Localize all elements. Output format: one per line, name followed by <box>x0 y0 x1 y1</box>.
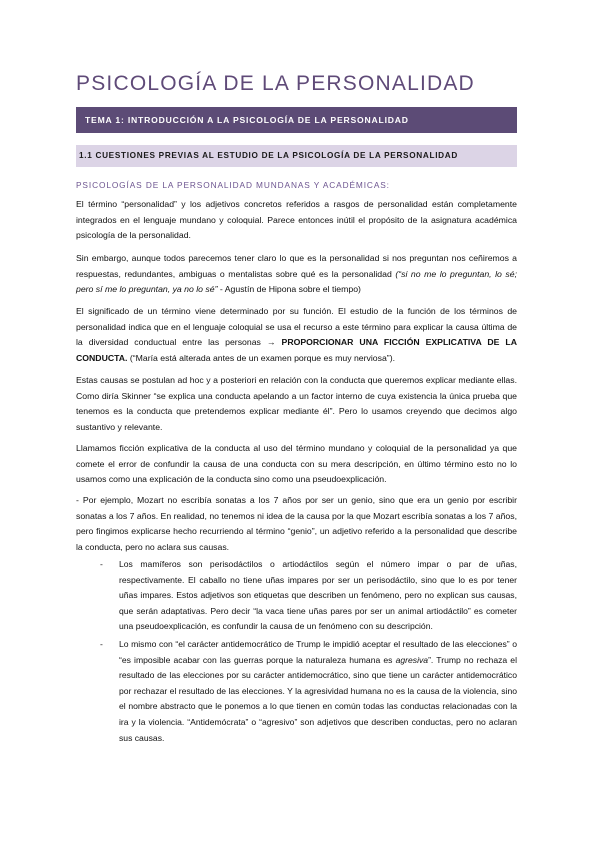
paragraph-explanatory-fiction: Llamamos ficción explicativa de la conducta al uso del término mundano y coloquial de la personalidad ya que comete el error de confundir la causa de una conducta con su mera descripción, en último término esto no lo usamos como una explicación de la conducta sino como una pseudoexplicación. <box>76 443 517 485</box>
section-banner: 1.1 CUESTIONES PREVIAS AL ESTUDIO DE LA PSICOLOGÍA DE LA PERSONALIDAD <box>76 145 517 167</box>
paragraph-intro: El término “personalidad” y los adjetivos concretos referidos a rasgos de personalidad están completamente integrados en el lenguaje mundano y coloquial. Parece entonces inútil el propósito de la asignatura académica psicología de la personalidad. <box>76 199 517 241</box>
list-item-text-b: ”. Trump no rechaza el resultado de las elecciones por su carácter antidemocrático, sino que tiene un carácter antidemocrático por rechazar el resultado de las elecciones. Y la agresividad humana no es la causa de la violencia, sino el nombre abstracto que le ponemos a lo que tienen en común todas las conductas relacionadas con la ira y la violencia. “Antidemócrata” o “agresivo” son adjetivos que describen conductas, pero no aclaran sus causas. <box>119 654 517 743</box>
paragraph-function <box>76 304 517 366</box>
arrow-icon: → <box>266 337 276 348</box>
explanatory-fiction-statement: PROPORCIONAR UNA FICCIÓN EXPLICATIVA DE LA CONDUCTA. <box>76 337 518 363</box>
agustin-quote: (“si no me lo preguntan, lo sé; pero sí me lo preguntan, ya no lo sé” <box>76 268 517 295</box>
list-item <box>76 637 517 746</box>
list-item-text-a: Lo mismo con “el carácter antidemocrático de Trump le impidió aceptar el resultado de las elecciones” o “es imposible acabar con las guerras porque la naturaleza humana es <box>119 638 517 665</box>
bullet-dash: - <box>100 638 103 649</box>
list-item <box>76 557 517 635</box>
paragraph-definition-text: Sin embargo, aunque todos parecemos tener claro lo que es la personalidad si nos preguntan nos ceñiremos a respuestas, redundantes, ambiguas o mentalistas sobre qué es la personalidad <box>76 253 517 279</box>
list-item-emphasis: agresiva <box>395 654 429 665</box>
paragraph-mozart-example: - Por ejemplo, Mozart no escribía sonatas a los 7 años por ser un genio, sino que era un genio por escribir sonatas a los 7 años. En realidad, no tenemos ni idea de la causa por la que Mozart escribía sonatas a los 7 años, pero fingimos explicarse hecho recurriendo al término “genio”, un adjetivo referido a la personalidad que describe la conducta, pero no aclara sus causas. <box>76 495 517 552</box>
topic-banner: TEMA 1: INTRODUCCIÓN A LA PSICOLOGÍA DE LA PERSONALIDAD <box>76 107 517 133</box>
quote-author: - Agustín de Hipona sobre el tiempo) <box>217 284 361 295</box>
examples-list <box>76 557 517 748</box>
paragraph-function-text: El significado de un término viene determinado por su función. El estudio de la función de los términos de personalidad indica que en el lenguaje coloquial se usa el recurso a este término para explicar la causa última de la diversidad conductual entre las personas <box>76 306 517 348</box>
bullet-dash: - <box>100 559 103 569</box>
document-title: PSICOLOGÍA DE LA PERSONALIDAD <box>76 72 475 95</box>
subsection-heading: PSICOLOGÍAS DE LA PERSONALIDAD MUNDANAS Y ACADÉMICAS: <box>76 180 390 190</box>
list-item-text: Los mamíferos son perisodáctilos o artiodáctilos según el número impar o par de uñas, respectivamente. El caballo no tiene uñas impares por ser un perisodáctilo, sino que lo es por tener uñas impares. Estos adjetivos son etiquetas que describen un fenómeno, pero no explican sus causas, que serán adaptativas. Pero decir “la vaca tiene uñas pares por ser un animal artiodáctilo” es cometer una pseudoexplicación, es confundir la causa de un fenómeno con su descripción. <box>119 559 517 632</box>
paragraph-definition <box>76 251 517 298</box>
example-maria: (“María está alterada antes de un examen porque es muy nerviosa”). <box>127 352 396 363</box>
paragraph-skinner: Estas causas se postulan ad hoc y a posteriori en relación con la conducta que queremos explicar mediante ellas. Como diría Skinner “se explica una conducta apelando a un factor interno de cuya existencia la única prueba que tenemos es la conducta que pretendemos explicar mediante él”. Pero lo usamos creyendo que decimos algo sustantivo y relevante. <box>76 375 517 432</box>
